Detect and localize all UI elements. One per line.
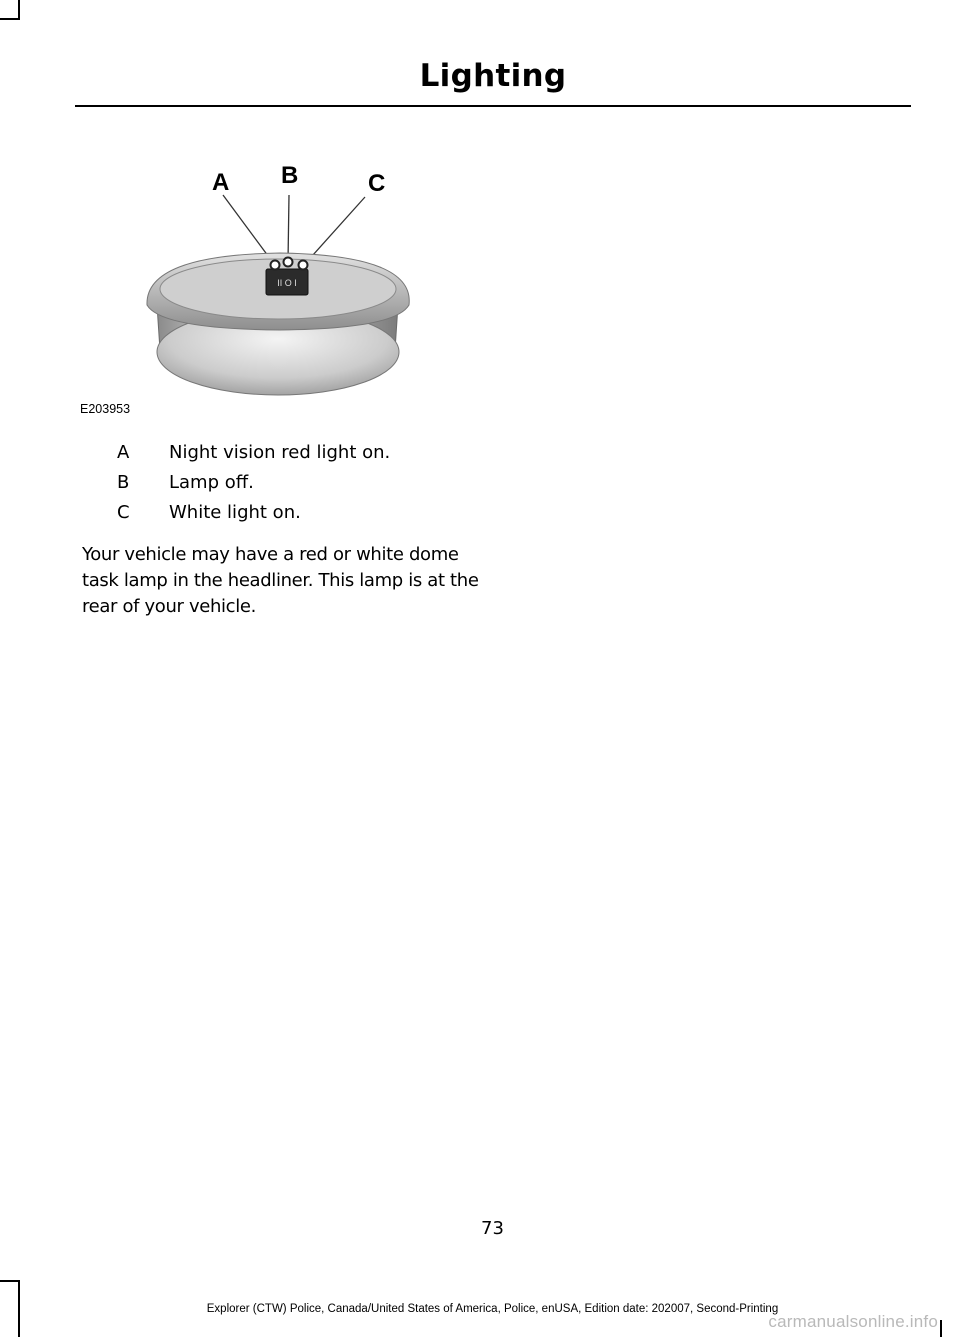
header-rule <box>75 105 911 107</box>
section-title: Lighting <box>419 58 567 94</box>
dome-lamp-illustration <box>75 155 485 420</box>
legend-key: B <box>117 472 130 493</box>
callout-b: B <box>281 162 299 189</box>
figure-id: E203953 <box>80 402 131 416</box>
leader-line-b <box>288 195 289 262</box>
legend-item <box>117 468 497 498</box>
watermark: carmanualsonline.info <box>768 1312 938 1331</box>
callout-c: C <box>368 170 386 197</box>
legend-text: Lamp off. <box>169 472 254 493</box>
callout-a: A <box>212 169 230 196</box>
switch-glyphs: II O I <box>277 278 297 288</box>
switch-marker-b <box>284 258 293 267</box>
legend-key: A <box>117 442 130 463</box>
switch-marker-c <box>299 261 308 270</box>
body-paragraph: Your vehicle may have a red or white dome task lamp in the headliner. This lamp is at the rear of your vehicle. <box>82 544 479 617</box>
dome-lamp-figure <box>75 155 485 420</box>
page-number: 73 <box>481 1218 504 1239</box>
edition-footer: Explorer (CTW) Police, Canada/United States of America, Police, enUSA, Edition date: 202007, Second-Printing <box>206 1303 779 1315</box>
switch-marker-a <box>271 261 280 270</box>
legend-key: C <box>117 502 130 523</box>
legend-item <box>117 438 497 468</box>
legend-list <box>117 438 497 528</box>
legend-item <box>117 498 497 528</box>
legend-text: Night vision red light on. <box>169 442 391 463</box>
crop-mark-bottom-right-v <box>940 1320 942 1337</box>
crop-mark-bottom-left-h <box>0 1280 20 1282</box>
legend-text: White light on. <box>169 502 301 523</box>
crop-mark-top-left-v <box>18 0 20 18</box>
crop-mark-top-left-h <box>0 18 20 20</box>
